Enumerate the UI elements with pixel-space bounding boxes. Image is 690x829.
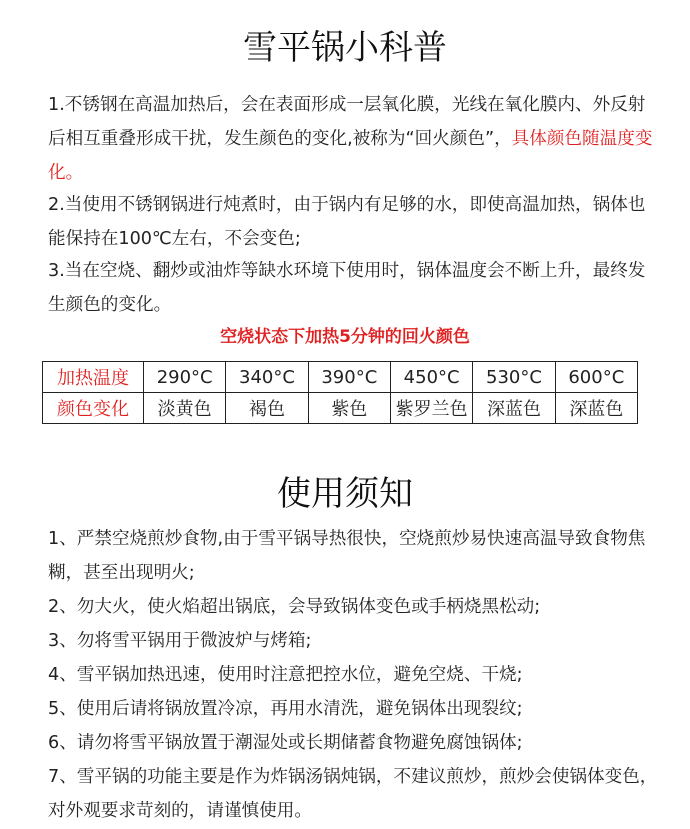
table-cell-color: 深蓝色 (555, 393, 637, 424)
temper-color-table (42, 361, 638, 424)
usage-rules-list (48, 522, 668, 828)
table-row-color (43, 393, 638, 424)
paragraph-3: 3.当在空烧、翻炒或油炸等缺水环境下使用时，锅体温度会不断上升，最终发生颜色的变化。 (48, 261, 646, 315)
paragraph-1-highlight: 具体颜色随温度变化。 (48, 129, 653, 183)
table-cell-color: 紫色 (308, 393, 390, 424)
section-title-usage: 使用须知 (277, 474, 413, 514)
table-cell-temp: 450°C (390, 362, 472, 393)
table-cell-color: 淡黄色 (144, 393, 226, 424)
table-cell-color: 紫罗兰色 (390, 393, 472, 424)
table-header-color: 颜色变化 (43, 393, 144, 424)
table-cell-temp: 530°C (473, 362, 555, 393)
table-cell-color: 褐色 (226, 393, 308, 424)
table-caption: 空烧状态下加热5分钟的回火颜色 (220, 327, 470, 347)
table-row-temperature (43, 362, 638, 393)
table-cell-color: 深蓝色 (473, 393, 555, 424)
paragraph-1 (48, 88, 658, 190)
table-cell-temp: 290°C (144, 362, 226, 393)
table-header-temperature: 加热温度 (43, 362, 144, 393)
usage-rule-item: 3、勿将雪平锅用于微波炉与烤箱; (48, 631, 312, 651)
usage-rule-item: 6、请勿将雪平锅放置于潮湿处或长期储蓄食物避免腐蚀锅体; (48, 733, 523, 753)
table-cell-temp: 390°C (308, 362, 390, 393)
paragraph-2: 2.当使用不锈钢锅进行炖煮时，由于锅内有足够的水，即使高温加热，锅体也能保持在100℃左右，不会变色; (48, 195, 646, 249)
usage-rule-item: 7、雪平锅的功能主要是作为炸锅汤锅炖锅，不建议煎炒，煎炒会使锅体变色，对外观要求苛刻的，请谨慎使用。 (48, 767, 658, 821)
usage-rule-item: 2、勿大火，使火焰超出锅底，会导致锅体变色或手柄烧黑松动; (48, 597, 541, 617)
section-title-science: 雪平锅小科普 (243, 28, 447, 68)
table-cell-temp: 600°C (555, 362, 637, 393)
usage-rule-item: 5、使用后请将锅放置冷凉，再用水清洗，避免锅体出现裂纹; (48, 699, 523, 719)
usage-rule-item: 1、严禁空烧煎炒食物,由于雪平锅导热很快，空烧煎炒易快速高温导致食物焦糊，甚至出现明火; (48, 529, 646, 583)
usage-rule-item: 4、雪平锅加热迅速，使用时注意把控水位，避免空烧、干烧; (48, 665, 523, 685)
paragraph-1-text: 1.不锈钢在高温加热后，会在表面形成一层氧化膜，光线在氧化膜内、外反射后相互重叠形成干扰，发生颜色的变化,被称为“回火颜色”， (48, 95, 646, 149)
table-cell-temp: 340°C (226, 362, 308, 393)
